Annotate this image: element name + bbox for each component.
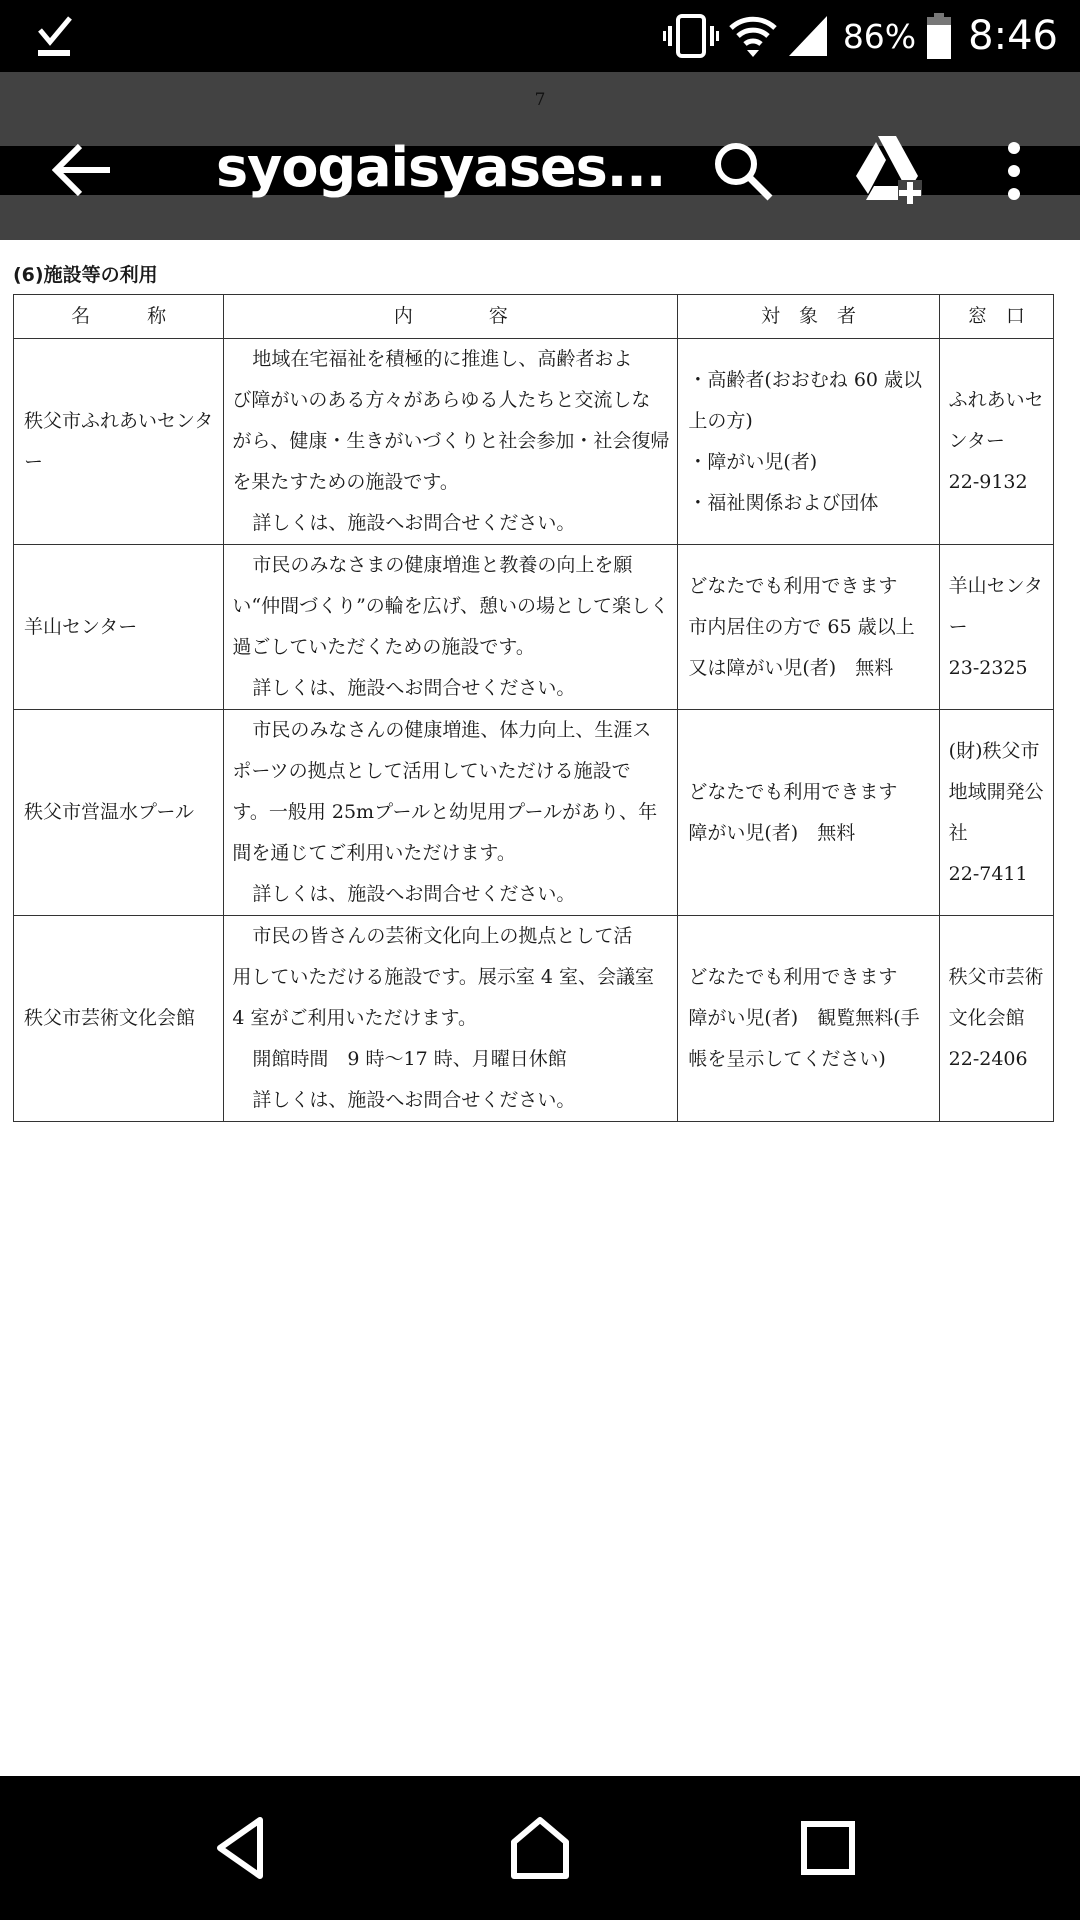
description-line: 4 室がご利用いただけます。 [232, 1007, 477, 1029]
facility-description [224, 710, 678, 916]
description-line: 市民のみなさまの健康増進と教養の向上を願 [252, 554, 633, 576]
table-row [14, 545, 1054, 710]
nav-home-icon[interactable] [508, 1816, 572, 1880]
description-line: ポーツの拠点として活用していただける施設で [232, 760, 631, 782]
target-line: 障がい児(者) 無料 [688, 821, 856, 844]
facility-name: 羊山センター [14, 545, 224, 710]
vibrate-icon [663, 14, 719, 58]
facility-target [678, 916, 939, 1122]
target-line: ・障がい児(者) [688, 450, 818, 473]
facility-name: 秩父市ふれあいセンター [14, 339, 224, 545]
table-row [14, 710, 1054, 916]
contact-office: 秩父市芸術文化会館 [948, 966, 1044, 1029]
contact-office: ふれあいセンター [948, 389, 1044, 452]
search-icon[interactable] [712, 140, 774, 202]
add-to-drive-icon[interactable] [852, 134, 924, 204]
more-vert-icon[interactable] [996, 140, 1032, 202]
contact-phone: 22-2406 [948, 1048, 1028, 1070]
target-line: ・高齢者(おおむね 60 歳以上の方) [688, 368, 923, 432]
target-line: どなたでも利用できます [688, 966, 898, 988]
facility-description [224, 339, 678, 545]
description-line: 詳しくは、施設へお問合せください。 [252, 677, 576, 699]
nav-recents-icon[interactable] [796, 1816, 860, 1880]
description-line: 地域在宅福祉を積極的に推進し、高齢者およ [252, 348, 633, 370]
pdf-page[interactable] [0, 240, 1080, 1776]
contact-office: (財)秩父市地域開発公社 [948, 739, 1044, 844]
wifi-icon [729, 14, 777, 58]
section-title: (6)施設等の利用 [13, 264, 158, 286]
pdf-viewer-toolbar [0, 72, 1080, 240]
description-line: び障がいのある方々があらゆる人たちと交流しな [232, 389, 651, 411]
facility-target [678, 710, 939, 916]
nav-back-icon[interactable] [210, 1816, 274, 1880]
facility-contact [939, 710, 1053, 916]
description-line: がら、健康・生きがいづくりと社会参加・社会復帰 [232, 430, 670, 452]
table-row [14, 339, 1054, 545]
facility-target [678, 545, 939, 710]
target-line: 障がい児(者) 観覧無料(手帳を呈示してください) [688, 1007, 920, 1070]
facility-contact [939, 545, 1053, 710]
system-nav-bar [0, 1776, 1080, 1920]
table-row [14, 916, 1054, 1122]
status-icons [663, 0, 1058, 72]
description-line: 用していただける施設です。展示室 4 室、会議室 [232, 966, 655, 988]
battery-icon [926, 13, 952, 59]
download-done-icon [36, 14, 74, 58]
description-line: 開館時間 9 時～17 時、月曜日休館 [252, 1048, 567, 1070]
description-line: 市民の皆さんの芸術文化向上の拠点として活 [252, 925, 633, 947]
facilities-table [13, 294, 1054, 1122]
description-line: を果たすための施設です。 [232, 471, 459, 493]
description-line: 間を通じてご利用いただけます。 [232, 842, 516, 864]
header-target: 対 象 者 [678, 295, 939, 339]
contact-office: 羊山センター [948, 574, 1043, 638]
signal-icon [787, 14, 829, 58]
facility-target [678, 339, 939, 545]
battery-percent: 86% [842, 16, 917, 56]
facility-name: 秩父市芸術文化会館 [14, 916, 224, 1122]
description-line: 過ごしていただくための施設です。 [232, 636, 535, 658]
facility-contact [939, 339, 1053, 545]
document-title: syogaisyases... [216, 136, 666, 199]
target-line: どなたでも利用できます [688, 780, 898, 803]
contact-phone: 22-7411 [948, 862, 1028, 885]
description-line: す。一般用 25mプールと幼児用プールがあり、年 [232, 801, 658, 823]
description-line: い“仲間づくり”の輪を広げ、憩いの場として楽しく [232, 595, 670, 617]
page-number: 7 [534, 90, 546, 110]
app-bar [0, 120, 1080, 220]
description-line: 詳しくは、施設へお問合せください。 [252, 512, 576, 534]
clock: 8:46 [968, 13, 1058, 59]
target-line: どなたでも利用できます [688, 574, 898, 597]
description-line: 詳しくは、施設へお問合せください。 [252, 1089, 576, 1111]
facility-contact [939, 916, 1053, 1122]
target-line: 市内居住の方で 65 歳以上又は障がい児(者) 無料 [688, 615, 915, 679]
table-header-row [14, 295, 1054, 339]
contact-phone: 23-2325 [948, 656, 1028, 679]
header-description: 内 容 [224, 295, 678, 339]
status-bar [0, 0, 1080, 72]
facility-description [224, 916, 678, 1122]
header-name: 名 称 [14, 295, 224, 339]
contact-phone: 22-9132 [948, 471, 1028, 493]
header-contact: 窓 口 [939, 295, 1053, 339]
description-line: 市民のみなさんの健康増進、体力向上、生涯ス [252, 719, 652, 741]
facility-description [224, 545, 678, 710]
target-line: ・福祉関係および団体 [688, 491, 879, 514]
description-line: 詳しくは、施設へお問合せください。 [252, 883, 576, 905]
arrow-back-icon[interactable] [52, 142, 114, 198]
facility-name: 秩父市営温水プール [14, 710, 224, 916]
